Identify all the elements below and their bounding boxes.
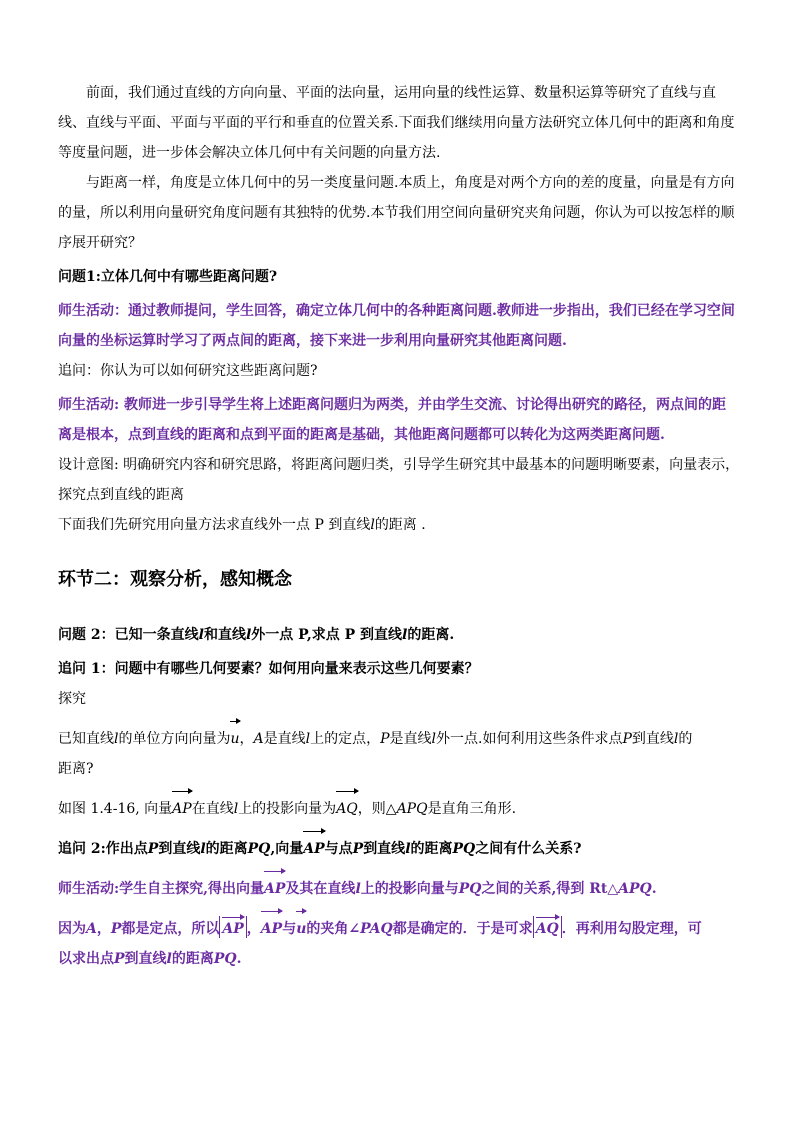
magnitude-AQ (533, 916, 562, 938)
text-fragment: 的距离. (407, 627, 455, 643)
vector-AP: AP (222, 916, 243, 938)
symbol-APQ: APQ (396, 801, 428, 817)
text-fragment: ．再利用勾股定理，可 (561, 921, 702, 937)
known-conditions (58, 720, 740, 784)
text-fragment: 师生活动:学生自主探究,得出向量 (58, 881, 265, 897)
vector-u: u (230, 720, 239, 754)
teacher-activity-3 (58, 870, 740, 904)
text-fragment: 的距离 (205, 841, 248, 857)
text-fragment: 之间有什么关系? (475, 841, 582, 857)
symbol-l: l (405, 841, 411, 857)
symbol-P: P (110, 921, 122, 937)
text-fragment: 到直线 (124, 951, 167, 967)
section-title: 环节二：观察分析，感知概念 (58, 569, 292, 590)
symbol-PQ: PQ (213, 951, 237, 967)
symbol-l: l (431, 731, 437, 747)
symbol-l: l (198, 627, 204, 643)
text-fragment: ,向量 (270, 841, 304, 857)
text-fragment: 是直线 (263, 731, 306, 747)
symbol-P: P (147, 841, 159, 857)
symbol-l: l (370, 517, 375, 533)
symbol-P: P (622, 731, 632, 747)
document-page (58, 78, 740, 974)
text-fragment: 已知直线 (58, 731, 114, 747)
text-fragment: 是直角三角形. (427, 801, 517, 817)
intro-paragraph-2: 与距离一样，角度是立体几何中的另一类度量问题.本质上，角度是对两个方向的差的度量，向量是有方向的量，所以利用向量研究角度问题有其独特的优势.本节我们用空间向量研究夹角问题，你认为可以按怎样的顺序展开研究？ (58, 175, 735, 251)
text-fragment: 到直线 (363, 841, 406, 857)
teacher-activity-1: 师生活动：通过教师提问，学生回答，确定立体几何中的各种距离问题.教师进一步指出，我们已经在学习空间向量的坐标运算时学习了两点间的距离，接下来进一步利用向量研究其他距离问题. (58, 303, 735, 349)
magnitude-AP (219, 916, 246, 938)
symbol-P: P (352, 841, 364, 857)
text-fragment: 与点 (324, 841, 353, 857)
symbol-l: l (233, 801, 239, 817)
intro-paragraph-1: 前面，我们通过直线的方向向量、平面的法向量，运用向量的线性运算、数量积运算等研究了直线与直线、直线与平面、平面与平面的平行和垂直的位置关系.下面我们继续用向量方法研究立体几何中的距离和角度等度量问题，进一步体会解决立体几何中有关问题的向量方法. (58, 85, 735, 161)
text-fragment: 距离? (58, 761, 94, 777)
symbol-l: l (200, 841, 206, 857)
symbol-l: l (355, 881, 361, 897)
text-fragment: . (236, 951, 242, 967)
text-fragment: ， (246, 921, 261, 937)
symbol-l: l (166, 951, 172, 967)
teacher-activity-2: 师生活动: 教师进一步引导学生将上述距离问题归为两类，并由学生交流、讨论得出研究的路径，两点间的距离是根本，点到直线的距离和点到平面的距离是基础，其他距离问题都可以转化为这两类距离问题. (58, 397, 727, 443)
text-fragment: 下面我们先研究用向量方法求直线外一点 P 到直线 (58, 517, 371, 533)
design-intent: 设计意图: 明确研究内容和研究思路，将距离问题归类，引导学生研究其中最基本的问题明晰要素，向量表示，探究点到直线的距离 (58, 457, 740, 503)
text-fragment: 的夹角∠ (306, 921, 361, 937)
symbol-P: P (114, 951, 125, 967)
symbol-P: P (380, 731, 390, 747)
text-fragment: 与 (282, 921, 297, 937)
symbol-l: l (305, 731, 311, 747)
text-fragment: 都是定点，所以 (121, 921, 220, 937)
symbol-A: A (86, 921, 97, 937)
teacher-activity-4 (58, 910, 740, 974)
text-fragment: 在直线 (191, 801, 234, 817)
figure-reference (58, 790, 740, 824)
text-fragment: . (651, 881, 657, 897)
vector-AQ: AQ (536, 916, 559, 938)
text-fragment: 上的定点， (310, 731, 381, 747)
follow-up-question-2: 追问 1：问题中有哪些几何要素？如何用向量来表示这些几何要素？ (58, 661, 479, 677)
text-fragment: 和直线 (203, 627, 246, 643)
text-fragment: 外一点.如何利用这些条件求点 (436, 731, 623, 747)
text-fragment: 到直线 (158, 841, 201, 857)
text-fragment: 如图 1.4-16, 向量 (58, 801, 173, 817)
vector-AP: AP (172, 790, 192, 824)
text-fragment: ， (239, 731, 254, 747)
text-fragment: ，则△ (357, 801, 397, 817)
text-fragment: 因为 (58, 921, 86, 937)
text-fragment: 上的投影向量与 (360, 881, 459, 897)
symbol-PQ: PQ (458, 881, 482, 897)
text-fragment: 是直线 (389, 731, 432, 747)
symbol-l: l (114, 731, 119, 747)
vector-AP: AP (303, 830, 324, 864)
text-fragment: 都是确定的．于是可求 (392, 921, 533, 937)
text-fragment: ， (96, 921, 111, 937)
symbol-APQ: APQ (618, 881, 652, 897)
text-fragment: 的 (678, 731, 693, 747)
text-fragment: 的距离 (410, 841, 453, 857)
text-fragment: 之间的关系,得到 Rt△ (481, 881, 619, 897)
symbol-l: l (245, 627, 252, 643)
vector-AP: AP (264, 870, 285, 904)
text-fragment: 以求出点 (58, 951, 114, 967)
symbol-l: l (402, 627, 408, 643)
symbol-PQ: PQ (452, 841, 476, 857)
follow-up-question-3 (58, 830, 740, 864)
vector-AQ: AQ (336, 790, 358, 824)
vector-AP: AP (261, 910, 282, 944)
next-study-line (58, 510, 740, 540)
symbol-A: A (253, 731, 264, 747)
text-fragment: 的单位方向向量为 (118, 731, 231, 747)
question-2 (58, 620, 740, 650)
text-fragment: 外一点 P,求点 P 到直线 (251, 627, 403, 643)
text-fragment: 的距离 (171, 951, 214, 967)
text-fragment: 问题 2：已知一条直线 (58, 627, 199, 643)
text-fragment: 上的投影向量为 (238, 801, 337, 817)
text-fragment: 追问 2:作出点 (58, 841, 148, 857)
symbol-l: l (673, 731, 679, 747)
vector-u: u (296, 910, 306, 944)
follow-up-question-1: 追问：你认为可以如何研究这些距离问题? (58, 363, 318, 379)
symbol-PAQ: PAQ (360, 921, 393, 937)
text-fragment: 的距离 . (374, 517, 426, 533)
text-fragment: 到直线 (631, 731, 674, 747)
question-1: 问题1:立体几何中有哪些距离问题? (58, 269, 278, 285)
text-fragment: 及其在直线 (285, 881, 356, 897)
symbol-PQ: PQ (247, 841, 271, 857)
explore-label: 探究 (58, 691, 86, 707)
